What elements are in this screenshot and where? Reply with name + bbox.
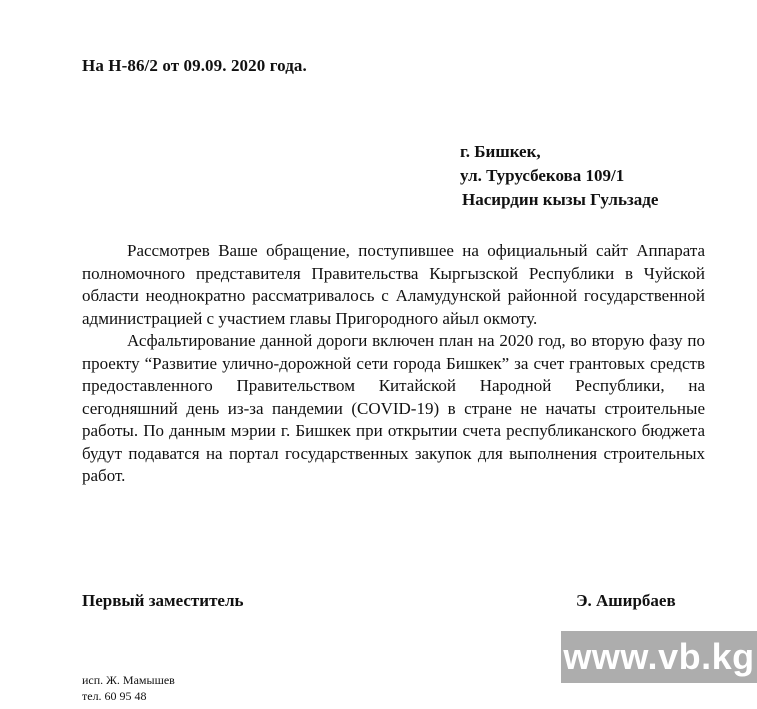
executor-phone: тел. 60 95 48: [82, 689, 147, 703]
signatory-title: Первый заместитель: [82, 591, 244, 610]
executor-footer: [82, 672, 175, 704]
body-paragraph-2: Асфальтирование данной дороги включен план на 2020 год, во вторую фазу по проекту “Развитие улично-дорожной сети города Бишкек” за счет грантовых средств предоставленного Правительством Китайской Народной Республики, на сегодняшний день из-за пандемии (COVID-19) в стране не начаты строительные работы. По данным мэрии г. Бишкек при открытии счета республиканского бюджета будут подаватся на портал государственных закупок для выполнения строительных работ.: [82, 331, 705, 485]
address-recipient: Насирдин кызы Гульзаде: [462, 190, 659, 209]
body-paragraph-1: Рассмотрев Ваше обращение, поступившее на официальный сайт Аппарата полномочного представителя Правительства Кыргызской Республики в Чуйской области неоднократно рассматривалось с Аламудунской районной государственной администрацией с участием главы Пригородного айыл окмоту.: [82, 241, 705, 328]
letter-body: [82, 240, 705, 488]
address-street: ул. Турусбекова 109/1: [460, 166, 625, 185]
site-watermark: www.vb.kg: [561, 631, 757, 683]
recipient-address: [460, 140, 658, 212]
reference-number: На Н-86/2 от 09.09. 2020 года.: [82, 56, 307, 75]
executor-name: исп. Ж. Мамышев: [82, 673, 175, 687]
address-city: г. Бишкек,: [460, 142, 541, 161]
signatory-name: Э. Аширбаев: [576, 591, 676, 610]
